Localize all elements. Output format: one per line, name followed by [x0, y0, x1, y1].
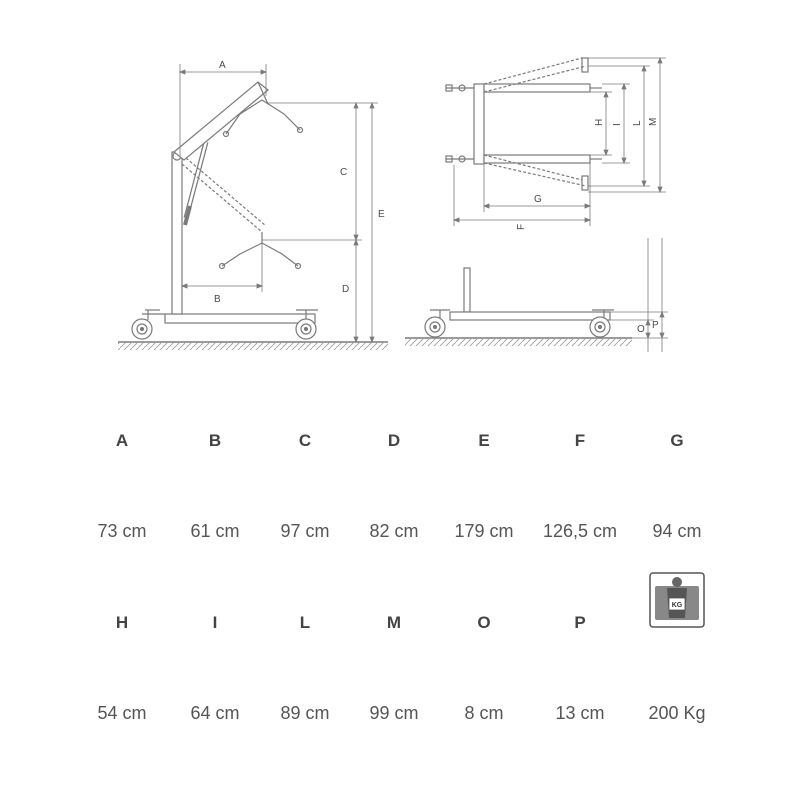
spec-letter: O	[477, 613, 491, 632]
spec-letter: C	[298, 431, 312, 450]
top-view	[446, 58, 666, 230]
spec-letter: G	[670, 431, 684, 450]
dimension-b	[182, 243, 262, 292]
spec-value: 8 cm	[464, 703, 504, 723]
label-h: H	[594, 118, 605, 126]
spec-value: 94 cm	[652, 521, 702, 541]
spec-letter: B	[208, 431, 222, 450]
spec-value: 179 cm	[454, 521, 514, 541]
base-view	[405, 238, 668, 352]
label-o: O	[637, 324, 645, 335]
label-b: B	[214, 294, 221, 305]
spec-value: 97 cm	[280, 521, 330, 541]
base-view-front-wheel	[425, 310, 445, 337]
spec-value: 200 Kg	[648, 703, 706, 723]
side-view-ground	[118, 342, 388, 350]
spec-letter: F	[574, 431, 586, 450]
dimension-g-f	[454, 163, 590, 226]
spec-value: 13 cm	[555, 703, 605, 723]
spec-letter: D	[387, 431, 401, 450]
label-l: L	[632, 120, 643, 126]
top-view-upper-leg	[446, 84, 602, 92]
label-d: D	[342, 284, 350, 295]
top-view-lower-leg	[446, 155, 602, 163]
label-g: G	[534, 194, 542, 205]
label-m: M	[648, 117, 659, 126]
spec-row-2	[77, 600, 727, 723]
label-i: I	[612, 123, 623, 126]
weight-capacity-icon	[649, 572, 705, 628]
label-e: E	[378, 209, 385, 220]
spec-value: 54 cm	[97, 703, 147, 723]
spec-row-1	[77, 418, 727, 541]
side-view-mast	[172, 152, 182, 314]
weight-icon-text: KG	[671, 602, 683, 609]
dimension-c-d-e	[262, 103, 378, 342]
side-view-boom-raised	[174, 82, 303, 160]
spec-value: 64 cm	[190, 703, 240, 723]
top-view-spread-legs	[484, 58, 588, 190]
label-a: A	[219, 60, 226, 71]
label-p: P	[652, 320, 659, 331]
label-c: C	[340, 167, 348, 178]
lift-dimension-diagram	[0, 0, 800, 380]
side-view-base	[142, 310, 318, 323]
spec-value: 89 cm	[280, 703, 330, 723]
spec-letter: I	[212, 613, 218, 632]
base-view-ground	[405, 338, 632, 346]
spec-letter: L	[299, 613, 311, 632]
spec-letter: A	[115, 431, 129, 450]
spec-value: 73 cm	[97, 521, 147, 541]
spec-letter: H	[115, 613, 129, 632]
spec-letter: M	[386, 613, 402, 632]
spec-value: 126,5 cm	[542, 521, 618, 541]
label-f: F	[516, 223, 527, 230]
spec-value: 99 cm	[369, 703, 419, 723]
base-view-chassis	[450, 312, 610, 320]
spec-letter: E	[478, 431, 490, 450]
side-view	[118, 60, 388, 350]
base-view-mast-stub	[464, 268, 470, 312]
spec-value: 82 cm	[369, 521, 419, 541]
spec-letter: P	[574, 613, 586, 632]
spec-value: 61 cm	[190, 521, 240, 541]
